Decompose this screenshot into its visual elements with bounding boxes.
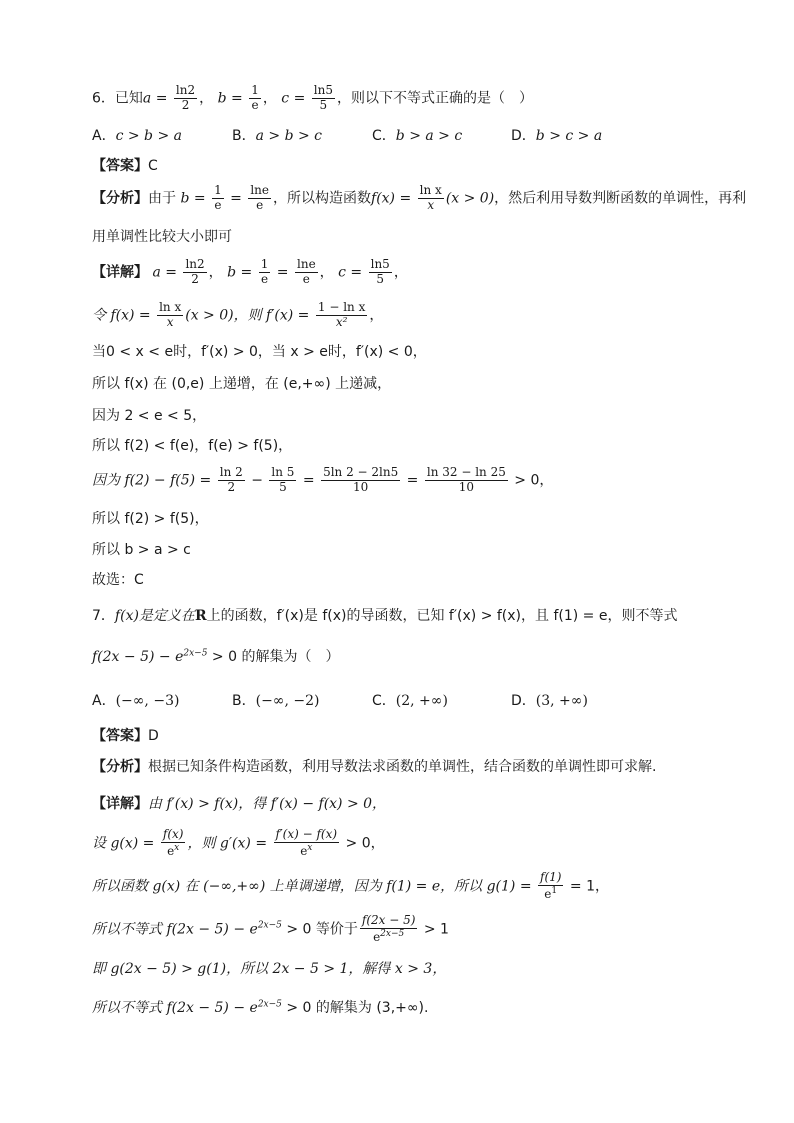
question-6-detail-line6: 所以 f(2) < f(e)，f(e) > f(5)， xyxy=(92,438,293,454)
question-6-detail-line4: 所以 f(x) 在 (0,e) 上递增，在 (e,+∞) 上递减， xyxy=(92,376,392,392)
option-b[interactable]: B．a > b > c xyxy=(232,128,323,144)
fraction-ln5-over-5: $\frac{\ln 5}{5}$ xyxy=(313,83,333,112)
question-7-answer: 【答案】D xyxy=(92,728,159,744)
option-a[interactable]: A．(−∞, −3) xyxy=(92,693,180,709)
question-6-stem: 6．已知a = $\frac{\ln 2}{2}$ ， b = $\frac{1}{e}$ ， c = $\frac{\ln 5}{5}$ ，则以下不等式正确的是（ ） xyxy=(92,83,533,112)
option-c[interactable]: C．b > a > c xyxy=(372,128,463,144)
question-6-detail-line9: 所以 b > a > c xyxy=(92,542,191,558)
fraction-1-over-e: $\frac{1}{e}$ xyxy=(251,83,259,112)
question-6-detail-line2: 令 f(x) = $\frac{\text{ln x}}{x}$ (x > 0)，则 f′(x) = $\frac{\text{1 − ln x}}{\text{x²}}$ ， xyxy=(92,300,384,329)
question-6-detail-line5: 因为 2 < e < 5， xyxy=(92,408,207,424)
question-6-analysis: 【分析】由于 b = $\frac{1}{e}$ = $\frac{\ln e}{e}$ ，所以构造函数f(x) = $\frac{\text{ln x}}{x}$ (x > 0)，然后利用导数判断函数的单调性，再利 xyxy=(92,183,747,212)
question-6-detail-line7: 因为 f(2) − f(5) = $\frac{\ln 2}{2}$ − $\frac{\ln 5}{5}$ = $\frac{5\ln 2 - 2\ln 5}{10}$ = $\frac{\ln 32 - \ln 25}{10}$ > 0， xyxy=(92,465,554,494)
question-6-answer: 【答案】C xyxy=(92,158,158,174)
option-d[interactable]: D．(3, +∞) xyxy=(511,693,588,709)
fraction-ln2-over-2: $\frac{\ln 2}{2}$ xyxy=(175,83,196,112)
option-c[interactable]: C．(2, +∞) xyxy=(372,693,448,709)
question-7-detail-line2: 设 g(x) = $\frac{f(x)}{e^x}$ ，则 g′(x) = $\frac{f'(x) - f(x)}{e^x}$ > 0， xyxy=(92,827,385,858)
question-6-detail-line1: 【详解】 a = $\frac{\ln 2}{2}$ ， b = $\frac{1}{e}$ = $\frac{\ln e}{e}$ ， c = $\frac{\ln 5}{5}$ ， xyxy=(92,257,408,286)
option-a[interactable]: A．c > b > a xyxy=(92,128,182,144)
question-6-detail-line3: 当0 < x < e时，f′(x) > 0，当 x > e时，f′(x) < 0， xyxy=(92,344,427,360)
question-7-stem-line2: $f(2x - 5) - e^{2x-5} > 0$ 的解集为（ ） xyxy=(92,648,340,665)
question-7-detail-line1: 【详解】由 f′(x) > f(x)，得 f′(x) − f(x) > 0， xyxy=(92,796,387,812)
question-7-detail-line5: 即 g(2x − 5) > g(1)，所以 2x − 5 > 1，解得 x > 3， xyxy=(92,961,447,977)
question-6-detail-line8: 所以 f(2) > f(5)， xyxy=(92,511,209,527)
question-7-stem: 7．f(x)是定义在R上的函数，f′(x)是 f(x)的导函数，已知 f′(x) > f(x)，且 f(1) = e，则不等式 xyxy=(92,608,678,624)
question-7-detail-line6: 所以不等式 $f(2x - 5) - e^{2x-5} > 0$ 的解集为 (3,+∞). xyxy=(92,999,429,1016)
question-7-detail-line3: 所以函数 g(x) 在 (−∞,+∞) 上单调递增，因为 f(1) = e，所以 g(1) = $\frac{f(1)}{e^1}$ = 1， xyxy=(92,870,609,901)
question-7-detail-line4: 所以不等式 $f(2x - 5) - e^{2x-5} > 0$ 等价于 $\frac{f(2x - 5)}{e^{2x-5}}$ > 1 xyxy=(92,913,449,944)
option-d[interactable]: D．b > c > a xyxy=(511,128,603,144)
option-b[interactable]: B．(−∞, −2) xyxy=(232,693,320,709)
question-6-detail-choice: 故选：C xyxy=(92,572,144,588)
question-6-analysis-line2: 用单调性比较大小即可 xyxy=(92,229,232,245)
question-7-analysis: 【分析】根据已知条件构造函数，利用导数法求函数的单调性，结合函数的单调性即可求解. xyxy=(92,759,657,775)
